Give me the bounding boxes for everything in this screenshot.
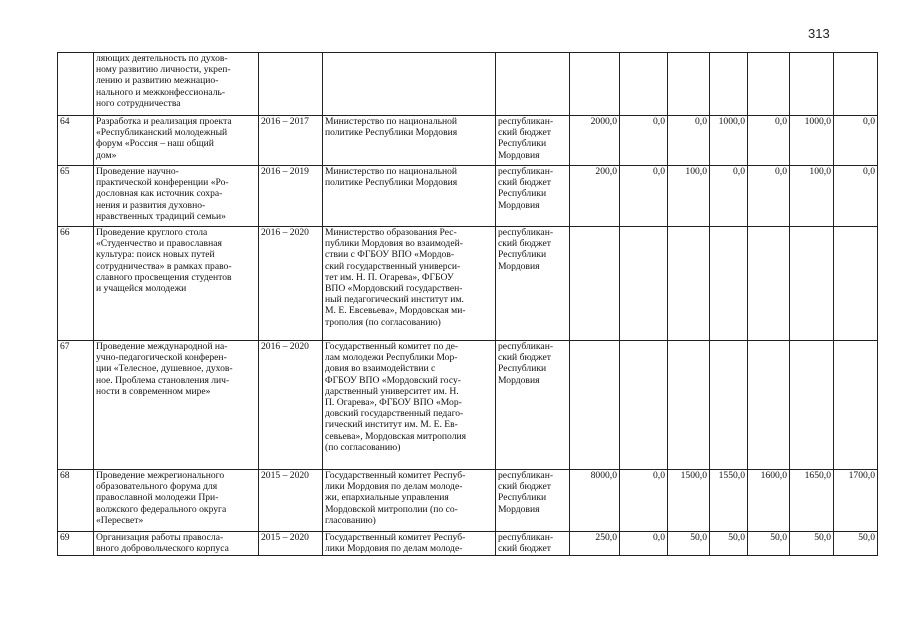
page-number: 313 <box>808 26 830 41</box>
value-2018 <box>748 53 790 116</box>
value-2016: 0,0 <box>668 116 710 166</box>
activity-name: ляющих деятельность по духов- ному развитию личности, укреп- лению и развитию межнацио- нального и межконфессиональ- ного сотрудничества <box>94 53 259 116</box>
table-row <box>58 116 878 166</box>
value-2018 <box>748 341 790 470</box>
activity-name: Проведение научно- практической конференции «Ро- дословная как источник сохра- нения и развития духовно- нравственных традиций семьи» <box>94 166 259 227</box>
value-total: 200,0 <box>570 166 620 227</box>
row-number: 68 <box>58 470 94 532</box>
value-2019 <box>790 53 834 116</box>
value-total <box>570 53 620 116</box>
value-2020 <box>834 341 878 470</box>
executor: Министерство по национальной политике Республики Мордовия <box>323 116 496 166</box>
value-2015 <box>620 341 668 470</box>
activity-name: Разработка и реализация проекта «Республиканский молодежный форум «Россия – наш общий дом» <box>94 116 259 166</box>
activity-name: Проведение круглого стола «Студенчество и православная культура: поиск новых путей сотрудничества» в рамках право- славного просвещения студентов и учащейся молодежи <box>94 227 259 341</box>
value-2018: 1600,0 <box>748 470 790 532</box>
value-2017 <box>710 53 748 116</box>
value-2019: 1650,0 <box>790 470 834 532</box>
value-2018: 0,0 <box>748 116 790 166</box>
value-2015: 0,0 <box>620 532 668 556</box>
funding-source: республикан- ский бюджет Республики Мордовия <box>496 341 570 470</box>
row-number: 69 <box>58 532 94 556</box>
funding-source: республикан- ский бюджет Республики Мордовия <box>496 227 570 341</box>
funding-source: республикан- ский бюджет <box>496 532 570 556</box>
period: 2016 – 2017 <box>259 116 323 166</box>
funding-source: республикан- ский бюджет Республики Мордовия <box>496 116 570 166</box>
table-row <box>58 470 878 532</box>
value-2019: 1000,0 <box>790 116 834 166</box>
table-row <box>58 341 878 470</box>
value-2017: 1550,0 <box>710 470 748 532</box>
table-row <box>58 166 878 227</box>
executor: Государственный комитет по де- лам молодежи Республики Мор- довия во взаимодействии с ФГБОУ ВПО «Мордовский госу- дарственный университет им. Н. П. Огарева», ФГБОУ ВПО «Мор- довский государственный педаго- гический институт им. М. Е. Ев- севьева», Мордовская митрополия (по согласованию) <box>323 341 496 470</box>
value-total: 8000,0 <box>570 470 620 532</box>
value-2018: 50,0 <box>748 532 790 556</box>
value-2019 <box>790 341 834 470</box>
period: 2015 – 2020 <box>259 532 323 556</box>
period: 2016 – 2020 <box>259 227 323 341</box>
value-2017: 50,0 <box>710 532 748 556</box>
executor <box>323 53 496 116</box>
funding-source: республикан- ский бюджет Республики Мордовия <box>496 470 570 532</box>
value-2017 <box>710 341 748 470</box>
activity-name: Организация работы правосла- вного добровольческого корпуса <box>94 532 259 556</box>
value-2016: 100,0 <box>668 166 710 227</box>
activity-name: Проведение межрегионального образовательного форума для православной молодежи При- волжского федерального округа «Пересвет» <box>94 470 259 532</box>
value-2017: 1000,0 <box>710 116 748 166</box>
value-2016: 50,0 <box>668 532 710 556</box>
value-2016 <box>668 53 710 116</box>
value-2015 <box>620 53 668 116</box>
value-2019: 50,0 <box>790 532 834 556</box>
value-2018 <box>748 227 790 341</box>
value-2020: 0,0 <box>834 116 878 166</box>
value-2017: 0,0 <box>710 166 748 227</box>
table-row <box>58 532 878 556</box>
table-row <box>58 53 878 116</box>
value-total: 250,0 <box>570 532 620 556</box>
value-2020: 0,0 <box>834 166 878 227</box>
program-table <box>57 52 878 556</box>
value-2015: 0,0 <box>620 116 668 166</box>
value-2015: 0,0 <box>620 470 668 532</box>
value-2015 <box>620 227 668 341</box>
executor: Государственный комитет Респуб- лики Мордовия по делам молоде- <box>323 532 496 556</box>
executor: Министерство по национальной политике Республики Мордовия <box>323 166 496 227</box>
row-number: 66 <box>58 227 94 341</box>
funding-source: республикан- ский бюджет Республики Мордовия <box>496 166 570 227</box>
row-number: 65 <box>58 166 94 227</box>
value-2018: 0,0 <box>748 166 790 227</box>
value-2016: 1500,0 <box>668 470 710 532</box>
funding-source <box>496 53 570 116</box>
row-number <box>58 53 94 116</box>
value-2019: 100,0 <box>790 166 834 227</box>
value-2020: 50,0 <box>834 532 878 556</box>
value-2017 <box>710 227 748 341</box>
row-number: 64 <box>58 116 94 166</box>
executor: Министерство образования Рес- публики Мордовия во взаимодей- ствии с ФГБОУ ВПО «Мордов- ский государственный универси- тет им. Н. П. Огарева», ФГБОУ ВПО «Мордовский государствен- ный педагогический институт им. М. Е. Евсевьева», Мордовская ми- трополия (по согласованию) <box>323 227 496 341</box>
row-number: 67 <box>58 341 94 470</box>
value-2016 <box>668 341 710 470</box>
activity-name: Проведение международной на- учно-педагогической конферен- ции «Телесное, душевное, духов- ное. Проблема становления лич- ности в современном мире» <box>94 341 259 470</box>
value-total <box>570 227 620 341</box>
executor: Государственный комитет Респуб- лики Мордовия по делам молоде- жи, епархиальные управления Мордовской митрополии (по со- гласованию) <box>323 470 496 532</box>
value-2020 <box>834 227 878 341</box>
period: 2016 – 2019 <box>259 166 323 227</box>
period: 2016 – 2020 <box>259 341 323 470</box>
table-row <box>58 227 878 341</box>
value-2020: 1700,0 <box>834 470 878 532</box>
period: 2015 – 2020 <box>259 470 323 532</box>
value-total <box>570 341 620 470</box>
value-2016 <box>668 227 710 341</box>
period <box>259 53 323 116</box>
value-total: 2000,0 <box>570 116 620 166</box>
value-2015: 0,0 <box>620 166 668 227</box>
table-body <box>58 53 878 556</box>
value-2020 <box>834 53 878 116</box>
value-2019 <box>790 227 834 341</box>
